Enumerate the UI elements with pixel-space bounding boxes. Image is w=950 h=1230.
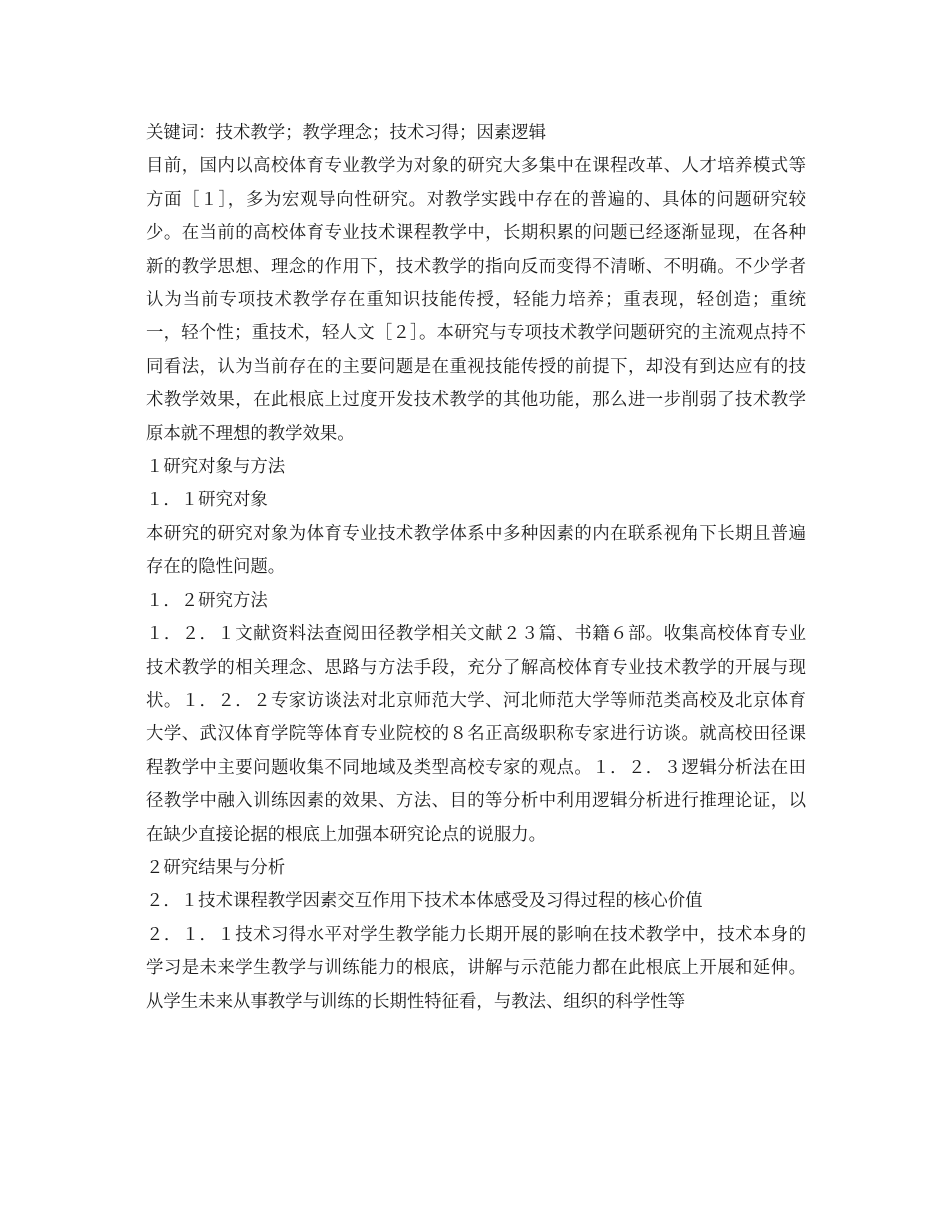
subsection-heading-1-1: １．１研究对象 (146, 490, 268, 511)
section-heading-1: １研究对象与方法 (146, 457, 286, 478)
document-body (146, 117, 806, 1019)
keywords-line: 关键词：技术教学；教学理念；技术习得；因素逻辑 (146, 123, 546, 143)
intro-paragraph: 目前，国内以高校体育专业教学为对象的研究大多集中在课程改革、人才培养模式等方面［１］，多为宏观导向性研究。对教学实践中存在的普遍的、具体的问题研究较少。在当前的高校体育专业技术课程教学中，长期积累的问题已经逐渐显现，在各种新的教学思想、理念的作用下，技术教学的指向反而变得不清晰、不明确。不少学者认为当前专项技术教学存在重知识技能传授，轻能力培养；重表现，轻创造；重统一，轻个性；重技术，轻人文［２］。本研究与专项技术教学问题研究的主流观点持不同看法，认为当前存在的主要问题是在重视技能传授的前提下，却没有到达应有的技术教学效果，在此根底上过度开发技术教学的其他功能，那么进一步削弱了技术教学原本就不理想的教学效果。 (146, 156, 806, 444)
paragraph-2-1: ２．１．１技术习得水平对学生教学能力长期开展的影响在技术教学中，技术本身的学习是未来学生教学与训练能力的根底，讲解与示范能力都在此根底上开展和延伸。从学生未来从事教学与训练的长期性特征看，与教法、组织的科学性等 (146, 924, 806, 1012)
subsection-heading-1-2: １．２研究方法 (146, 590, 268, 611)
paragraph-1-1: 本研究的研究对象为体育专业技术教学体系中多种因素的内在联系视角下长期且普遍存在的隐性问题。 (146, 523, 806, 578)
section-heading-2: ２研究结果与分析 (146, 857, 286, 878)
subsection-heading-2-1: ２．１技术课程教学因素交互作用下技术本体感受及习得过程的核心价值 (146, 891, 703, 912)
paragraph-1-2: １．２．１文献资料法查阅田径教学相关文献２３篇、书籍６部。收集高校体育专业技术教学的相关理念、思路与方法手段，充分了解高校体育专业技术教学的开展与现状。１．２．２专家访谈法对北京师范大学、河北师范大学等师范类高校及北京体育大学、武汉体育学院等体育专业院校的８名正高级职称专家进行访谈。就高校田径课程教学中主要问题收集不同地域及类型高校专家的观点。１．２．３逻辑分析法在田径教学中融入训练因素的效果、方法、目的等分析中利用逻辑分析进行推理论证，以在缺少直接论据的根底上加强本研究论点的说服力。 (146, 624, 806, 845)
